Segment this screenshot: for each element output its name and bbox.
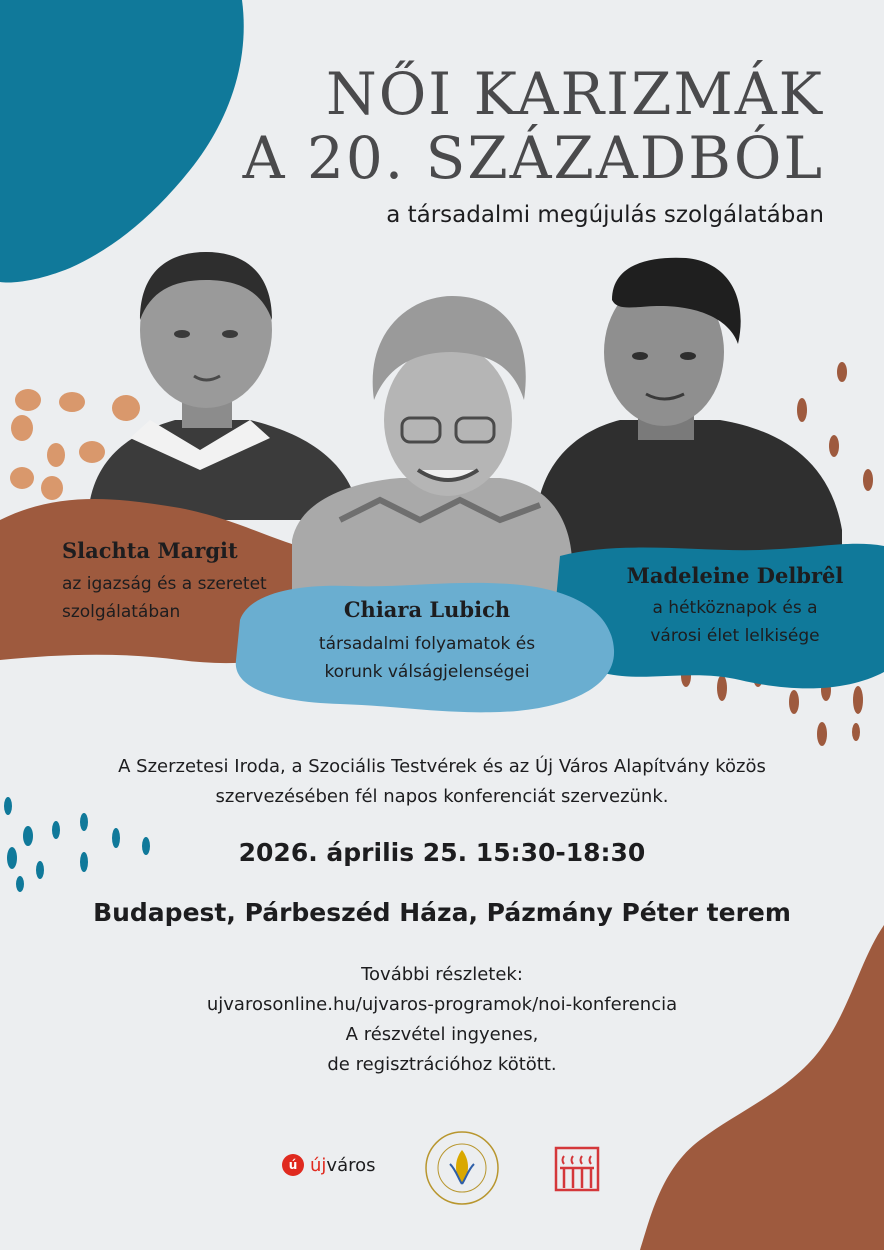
teal-blob-top-left: [0, 0, 244, 282]
intro-line: szervezésében fél napos konferenciát szervezünk.: [215, 786, 669, 807]
details-free: A részvétel ingyenes,: [345, 1024, 539, 1045]
speaker-desc-line: a hétköznapok és a: [652, 598, 818, 618]
speaker-desc-line: korunk válságjelenségei: [324, 662, 530, 682]
poster-subtitle: a társadalmi megújulás szolgálatában: [386, 202, 824, 228]
portrait-slachta-margit: [90, 252, 356, 520]
title-line-2: A 20. SZÁZADBÓL: [242, 124, 824, 192]
portrait-madeleine-delbrel: [536, 258, 842, 560]
intro-text: [40, 752, 844, 812]
ujvaros-logo-prefix: új: [310, 1154, 327, 1176]
speaker-desc-line: városi élet lelkisége: [650, 626, 820, 646]
title-line-1: NŐI KARIZMÁK: [326, 60, 824, 128]
event-details: [0, 960, 884, 1080]
speaker-name-lubich: Chiara Lubich: [343, 597, 511, 622]
red-building-logo: [556, 1148, 598, 1190]
speaker-name-delbrel: Madeleine Delbrêl: [626, 563, 844, 588]
speaker-desc-line: szolgálatában: [62, 602, 181, 622]
poster-title: [243, 62, 824, 190]
speaker-desc-line: társadalmi folyamatok és: [318, 634, 536, 654]
speaker-desc-delbrel: [600, 594, 870, 650]
event-venue: Budapest, Párbeszéd Háza, Pázmány Péter terem: [93, 898, 791, 927]
ujvaros-logo: [282, 1154, 376, 1176]
details-heading: További részletek:: [361, 964, 523, 985]
ujvaros-logo-text: [310, 1155, 376, 1176]
ujvaros-logo-mark: ú: [282, 1154, 304, 1176]
intro-line: A Szerzetesi Iroda, a Szociális Testvérek és az Új Város Alapítvány közös: [118, 756, 766, 777]
speaker-desc-lubich: [240, 630, 614, 686]
seal-logo: [426, 1132, 498, 1204]
speaker-desc-slachta: [62, 570, 267, 626]
portrait-chiara-lubich: [292, 296, 572, 600]
event-date: 2026. április 25. 15:30-18:30: [238, 838, 646, 867]
details-link[interactable]: ujvarosonline.hu/ujvaros-programok/noi-konferencia: [206, 994, 678, 1015]
details-registration: de regisztrációhoz kötött.: [327, 1054, 557, 1075]
speaker-desc-line: az igazság és a szeretet: [62, 574, 267, 594]
speaker-name-slachta: Slachta Margit: [62, 538, 238, 563]
ujvaros-logo-suffix: város: [326, 1154, 376, 1176]
